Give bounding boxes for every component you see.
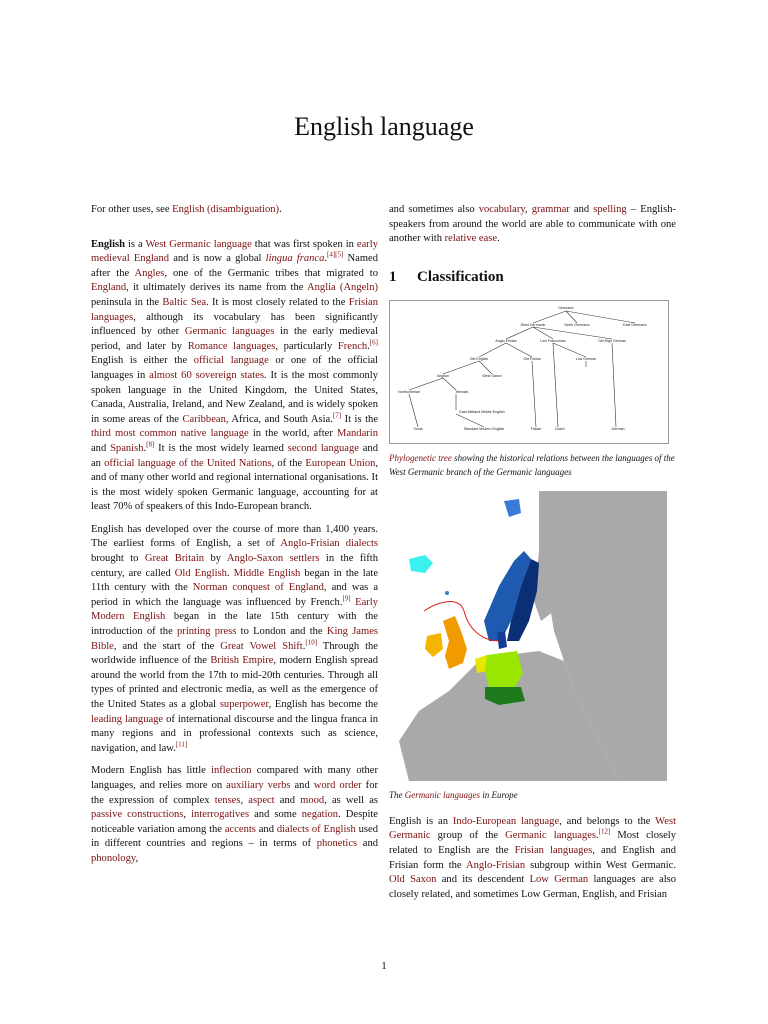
tree-node-anglian: Anglian bbox=[437, 374, 449, 379]
intro-paragraph: English is a West Germanic language that was first spoken in early medieval England and is now a global lingua franca.[4][5] Named after the Angles, one of the Germanic tribes that migrated to England, it ultimately derives its name from the Anglia (Angeln) peninsula in the Baltic Sea. It is most closely related to the Frisian languages, although its vocabulary has been significantly influenced by other Germanic languages in the early medieval period, and later by Romance languages, particularly French.[6] English is either the official language or one of the official languages in almost 60 sovereign states. It is the most commonly spoken language in the United Kingdom, the United States, Canada, Australia, Ireland, and New Zealand, and is widely spoken in some areas of the Caribbean, Africa, and South Asia.[7] It is the third most common native language in the world, after Mandarin and Spanish.[8] It is the most widely learned second language and an official language of the United Nations, of the European Union, and of many other world and regional international organisations. It is the most widely spoken Germanic language, accounting for at least 70% of speakers of this Indo-European branch. bbox=[91, 238, 379, 513]
tree-node-scots: Scots bbox=[413, 427, 423, 432]
page-title: English language bbox=[294, 112, 474, 141]
tree-node-east-midland: East Midland Middle English bbox=[459, 410, 505, 415]
section-heading: 1 Classification bbox=[389, 268, 504, 285]
classification-paragraph: English is an Indo-European language, and belongs to the West Germanic group of the Germanic languages.[12] Most closely related to English are the Frisian languages, and English and Frisian form the Anglo-Frisian subgroup within West Germanic. Old Saxon and its descendent Low German languages are also closely related, and sometimes Low German, English, and Frisian bbox=[389, 815, 677, 900]
tree-node-old-frisian: Old Frisian bbox=[523, 357, 541, 362]
hatnote: For other uses, see English (disambiguation). bbox=[91, 204, 282, 215]
tree-node-german: German bbox=[611, 427, 625, 432]
tree-node-west-saxon: West Saxon bbox=[482, 374, 502, 379]
phylogenetic-tree-figure[interactable] bbox=[389, 300, 669, 444]
tree-node-standard-modern-english: Standard Modern English bbox=[463, 427, 505, 432]
continued-paragraph: and sometimes also vocabulary, grammar and spelling – English-speakers from around the world are able to communicate with one another with relative ease. bbox=[389, 204, 676, 245]
tree-node-anglo-frisian: Anglo-Frisian bbox=[495, 339, 517, 344]
germanic-languages-map[interactable] bbox=[389, 491, 667, 781]
left-column bbox=[91, 203, 378, 875]
tree-node-north-germanic: North Germanic bbox=[564, 323, 590, 328]
modern-paragraph: Modern English has little inflection compared with many other languages, and relies more on auxiliary verbs and word order for the expression of complex tenses, aspect and mood, as well as passive constructions, interrogatives and some negation. Despite noticeable variation among the accents and dialects of English used in different countries and regions – in terms of phonetics and phonology, bbox=[91, 765, 378, 864]
map-caption: The Germanic languages in Europe bbox=[389, 790, 518, 801]
tree-node-low-german: Low German bbox=[575, 357, 597, 362]
right-column bbox=[389, 203, 676, 910]
tree-node-northumbrian: Northumbrian bbox=[398, 390, 420, 395]
tree-node-low-franconian: Low Franconian bbox=[540, 339, 566, 344]
history-paragraph: English has developed over the course of more than 1,400 years. The earliest forms of English, a set of Anglo-Frisian dialects brought to Great Britain by Anglo-Saxon settlers in the fifth century, are called Old English. Middle English began in the late 11th century with the Norman conquest of England, and was a period in which the language was influenced by French.[9] Early Modern English began in the late 15th century with the introduction of the printing press to London and the King James Bible, and the start of the Great Vowel Shift.[10] Through the worldwide influence of the British Empire, modern English spread around the world from the 17th to mid-20th centuries. Through all types of printed and electronic media, as well as the emergence of the United States as a global superpower, English has become the leading language of international discourse and the lingua franca in many regions and in professional contexts such as science, navigation, and law.[11] bbox=[91, 523, 379, 754]
tree-node-old-high-german: Old High German bbox=[598, 339, 626, 344]
tree-node-mercian: Mercian bbox=[455, 390, 469, 395]
disambiguation-link[interactable]: English (disambiguation) bbox=[172, 204, 280, 215]
tree-node-old-english: Old English bbox=[469, 357, 489, 362]
tree-node-east-germanic: East Germanic bbox=[623, 323, 647, 328]
tree-node-germanic: Germanic bbox=[558, 306, 574, 311]
tree-node-dutch: Dutch bbox=[555, 427, 565, 432]
page-number: 1 bbox=[381, 960, 387, 972]
tree-caption: Phylogenetic tree showing the historical relations between the languages of the West Germanic branch of the Germanic languages bbox=[389, 453, 675, 477]
tree-node-west-germanic: West Germanic bbox=[520, 323, 546, 328]
tree-node-frisian: Frisian bbox=[530, 427, 542, 432]
